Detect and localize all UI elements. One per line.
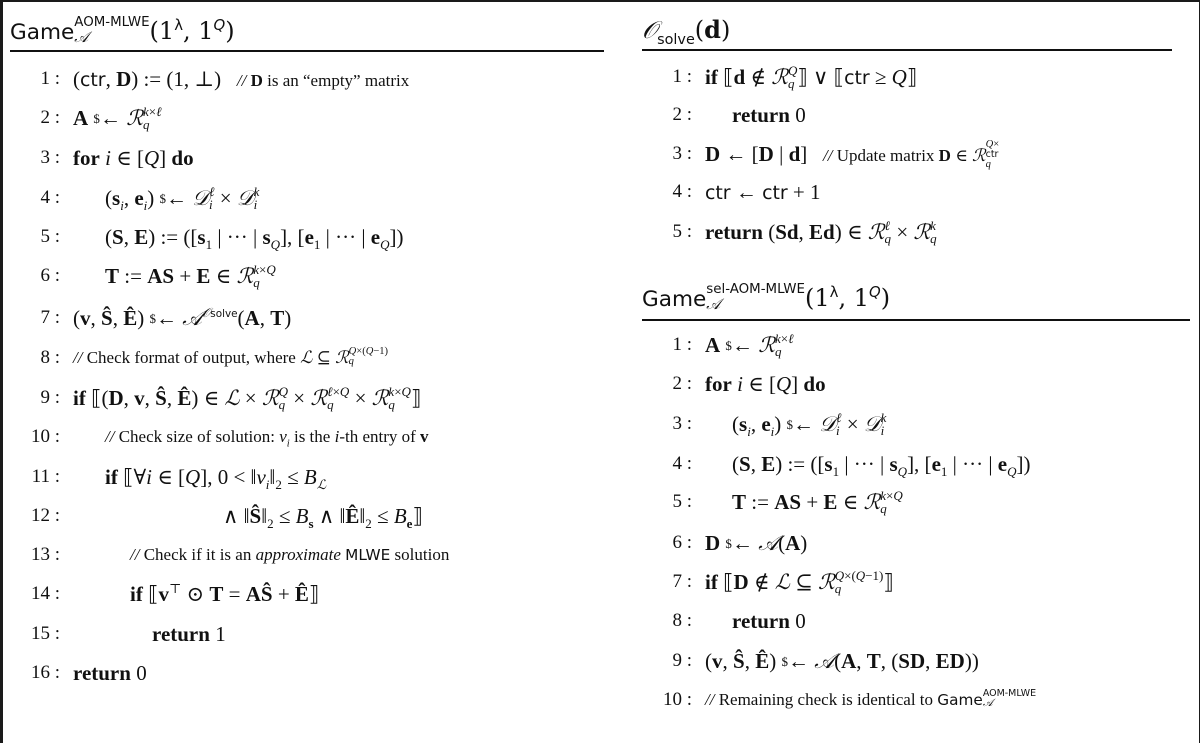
code-text: if ⟦D ∉ ℒ ⊆ ℛ Q×(Q−1) q ⟧	[705, 568, 894, 597]
code-text: (v, Ŝ, Ê) $ ← 𝒜$^{𝒪solve}$(A, T)	[73, 305, 292, 330]
line-number: 12 :	[30, 505, 60, 526]
line-number: 8 :	[40, 347, 60, 368]
code-text: for i ∈ [Q] do	[705, 372, 826, 396]
title-scripts	[706, 283, 805, 311]
comment: // Update matrix D ∈ ℛ Q× ctr q	[823, 138, 1000, 170]
line-number: 10 :	[30, 426, 60, 447]
line-number: 9 :	[40, 387, 60, 408]
code-text: (v, Ŝ, Ê) $ ← 𝒜(A, T, (SD, ED))	[705, 649, 979, 673]
code-text: D ← [D | d] // Update matrix D ∈ ℛ Q× ctr q	[705, 138, 1000, 170]
code-text: ctr ← ctr + 1	[705, 180, 821, 204]
code-text: for i ∈ [Q] do	[73, 146, 194, 170]
code-text: ($s_i$, $e_i$) $ ← 𝒟 ℓ i × 𝒟 k i	[105, 184, 260, 214]
line-number: 3 :	[672, 413, 692, 434]
code-text: D $ ← 𝒜(A)	[705, 531, 808, 555]
panel-title	[642, 15, 731, 48]
line-number: 9 :	[672, 650, 692, 671]
line-number: 7 :	[40, 307, 60, 328]
title-args: ($1^\lambda$, $1^Q$)	[149, 16, 235, 45]
code-text: A $ ← ℛ k×ℓ q	[73, 104, 162, 133]
code-text: return 0	[73, 661, 147, 685]
title-args: ($1^\lambda$, $1^Q$)	[805, 283, 891, 312]
line-number: 10 :	[662, 689, 692, 710]
line-number: 1 :	[672, 66, 692, 87]
line-number: 11 :	[31, 466, 60, 487]
line-number: 16 :	[30, 662, 60, 683]
title-superscript: sel-AOM-MLWE	[706, 282, 805, 298]
code-text: return 1	[152, 622, 226, 646]
ref-game-label: Game	[937, 691, 983, 709]
title-rule	[642, 319, 1190, 321]
code-text: ($s_i$, $e_i$) $ ← 𝒟 ℓ i × 𝒟 k i	[732, 410, 887, 440]
line-number: 2 :	[672, 373, 692, 394]
code-text: return (Sd, Ed) ∈ ℛ ℓ q × ℛ k q	[705, 218, 937, 247]
line-number: 3 :	[40, 147, 60, 168]
code-text: T := AS + E ∈ ℛ k×Q q	[732, 488, 903, 517]
line-number: 1 :	[40, 68, 60, 89]
code-text: if ⟦v⊤ ⊙ T = AŜ + Ê⟧	[130, 581, 320, 606]
line-number: 8 :	[672, 610, 692, 631]
title-subscript: solve	[657, 31, 695, 48]
code-text: if ⟦(D, v, Ŝ, Ê) ∈ ℒ × ℛ Q q × ℛ ℓ×Q q × ℛ k×Q q ⟧	[73, 384, 422, 413]
ref-superscript: AOM-MLWE	[982, 688, 1037, 700]
title-game-label: Game	[10, 20, 75, 45]
line-number: 6 :	[672, 532, 692, 553]
code-text: (ctr, D) := (1, ⊥) // D is an “empty” matrix	[73, 67, 410, 91]
comment: // Check if it is an approximate MLWE solution	[130, 545, 450, 564]
code-text: if ⟦∀i ∈ [Q], $0 < ‖v_i‖_2 \le B_ℒ$	[105, 465, 327, 493]
title-superscript: AOM-MLWE	[74, 15, 150, 31]
comment: // Check format of output, where ℒ ⊆ ℛ Q×(Q−1) q	[73, 345, 389, 368]
title-args: (d)	[694, 15, 731, 44]
title-oracle-symbol: 𝒪	[642, 16, 658, 44]
panel-game-sel-aom-mlwe	[642, 270, 1190, 743]
code-text: if ⟦d ∉ ℛ Q q ⟧ ∨ ⟦ctr ≥ Q⟧	[705, 63, 918, 92]
line-number: 4 :	[672, 181, 692, 202]
comment: // Check size of solution: $v_i$ is the i-th entry of v	[105, 427, 429, 450]
title-rule	[642, 49, 1172, 51]
line-number: 6 :	[40, 265, 60, 286]
line-number: 1 :	[672, 334, 692, 355]
panel-game-aom-mlwe	[10, 0, 604, 743]
line-number: 3 :	[672, 143, 692, 164]
line-number: 4 :	[672, 453, 692, 474]
code-text: return 0	[732, 103, 806, 127]
panel-title	[642, 283, 890, 315]
line-number: 5 :	[672, 221, 692, 242]
line-number: 15 :	[30, 623, 60, 644]
line-number: 7 :	[672, 571, 692, 592]
line-number: 13 :	[30, 544, 60, 565]
ref-subscript: 𝒜	[982, 697, 993, 709]
code-text: ∧ $‖Ŝ‖_2 \le B_s$ ∧ $‖Ê‖_2$ ≤ $B_e⟧$	[223, 504, 423, 532]
title-scripts	[74, 16, 149, 44]
code-text: (S, E) := ([$s_1$ | ··· | $s_Q$], [$e_1$ | ··· | $e_Q$])	[105, 225, 404, 253]
code-text: A $ ← ℛ k×ℓ q	[705, 331, 794, 360]
code-text: T := AS + E ∈ ℛ k×Q q	[105, 262, 276, 291]
comment: // D is an “empty” matrix	[236, 71, 410, 90]
line-number: 4 :	[40, 187, 60, 208]
title-subscript: 𝒜	[706, 294, 721, 313]
line-number: 2 :	[672, 104, 692, 125]
comment: // Remaining check is identical to Game AOM-MLWE 𝒜	[705, 688, 1037, 709]
panel-title	[10, 16, 235, 48]
line-number: 5 :	[40, 226, 60, 247]
title-rule	[10, 50, 604, 52]
code-text: (S, E) := ([$s_1$ | ··· | $s_Q$], [$e_1$ | ··· | $e_Q$])	[732, 452, 1031, 480]
line-number: 14 :	[30, 583, 60, 604]
panel-oracle-solve	[642, 0, 1172, 260]
title-subscript: 𝒜	[74, 27, 89, 46]
line-number: 5 :	[672, 491, 692, 512]
title-game-label: Game	[642, 287, 707, 312]
code-text: return 0	[732, 609, 806, 633]
line-number: 2 :	[40, 107, 60, 128]
